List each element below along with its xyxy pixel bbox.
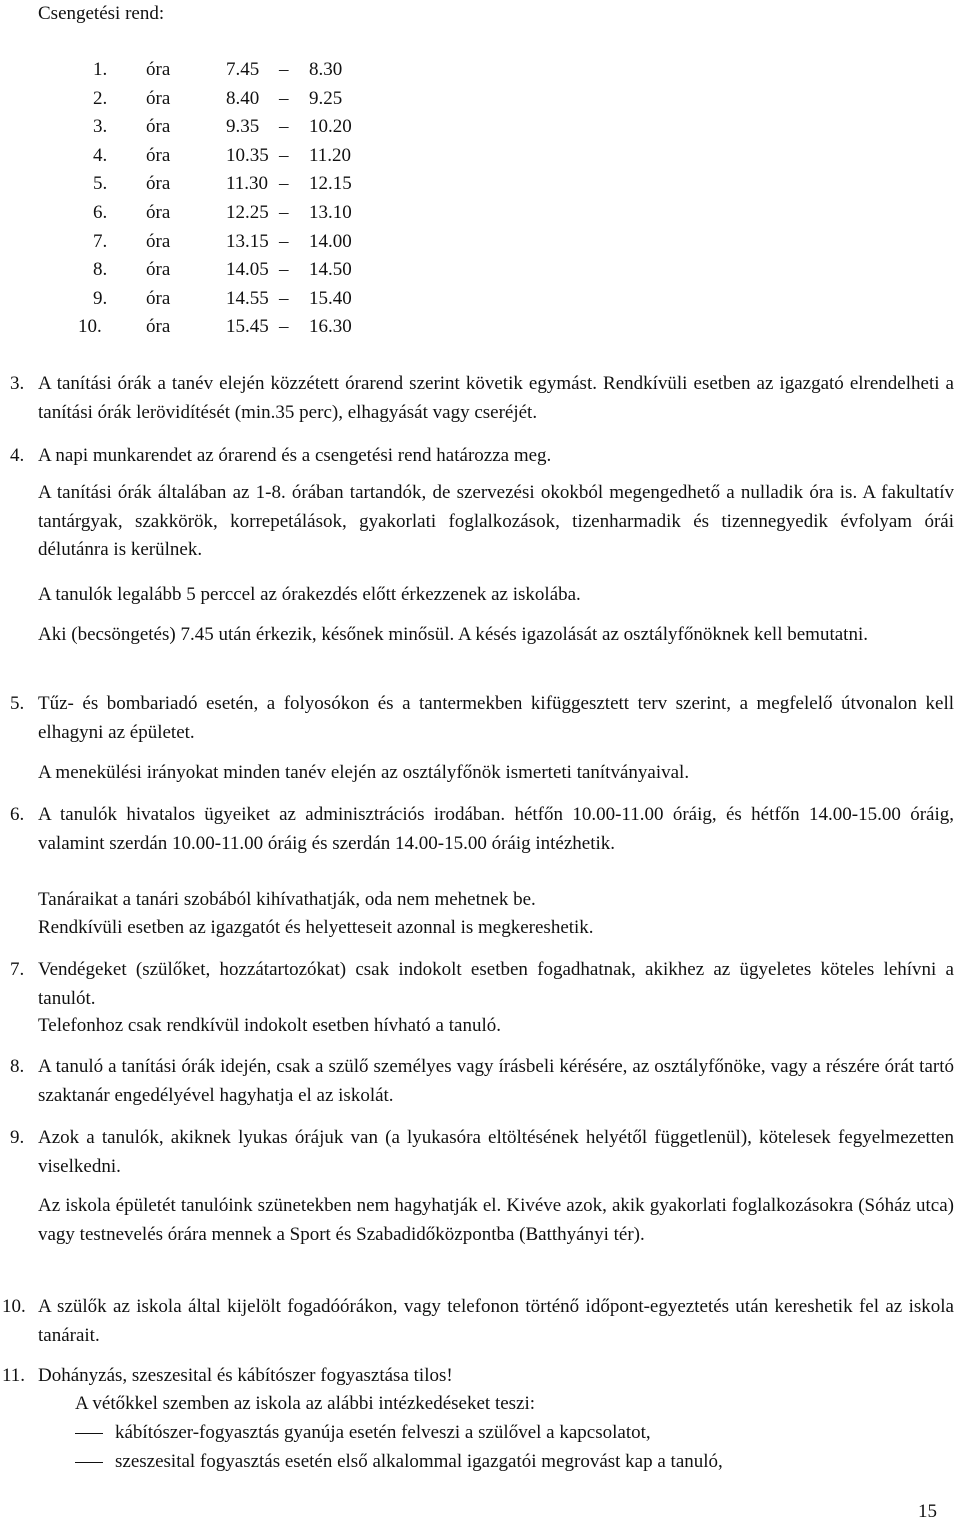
item-paragraph: Tűz- és bombariadó esetén, a folyosókon és a tantermekben kifüggesztett terv szerint, a megfelelő útvonalon kell elhagyni az épületet.	[38, 693, 954, 743]
period-label: óra	[146, 201, 171, 223]
period-label: óra	[146, 87, 171, 109]
item-paragraph: Telefonhoz csak rendkívül indokolt esetben hívható a tanuló.	[38, 1015, 501, 1036]
item-paragraph: A tanulók legalább 5 perccel az órakezdés előtt érkezzenek az iskolába.	[38, 584, 581, 605]
item-paragraph: A tanítási órák általában az 1-8. órában tartandók, de szervezési okokból megengedhető a nulladik óra is. A fakultatív tantárgyak, szakkörök, korrepetálások, gyakorlati foglalkozások, tizenharmadik és tizennegyedik évfolyam órái délutánra is kerülnek.	[38, 482, 954, 561]
period-end: 13.10	[309, 201, 352, 223]
period-number: 7.	[93, 230, 108, 252]
item-paragraph: A vétőkkel szemben az iskola az alábbi intézkedéseket teszi:	[75, 1393, 536, 1414]
dash-bullet-icon	[75, 1462, 103, 1463]
period-label: óra	[146, 116, 171, 138]
item-paragraph: Aki (becsöngetés) 7.45 után érkezik, későnek minősül. A késés igazolását az osztályfőnöknek kell bemutatni.	[38, 624, 868, 645]
period-dash: –	[279, 87, 289, 109]
period-dash: –	[279, 259, 289, 281]
period-end: 9.25	[309, 87, 343, 109]
item-paragraph: Tanáraikat a tanári szobából kihívathatják, oda nem mehetnek be.	[38, 889, 536, 910]
item-paragraph: Azok a tanulók, akiknek lyukas órájuk van (a lyukasóra eltöltésének helyétől függetlenül), kötelesek fegyelmezetten viselkedni.	[38, 1127, 954, 1177]
dash-bullet-icon	[75, 1433, 103, 1434]
item-paragraph: A szülők az iskola által kijelölt fogadóórákon, vagy telefonon történő időpont-egyeztetés után kereshetik fel az iskola tanárait.	[38, 1296, 954, 1346]
period-end: 8.30	[309, 59, 343, 80]
item-paragraph: Rendkívüli esetben az igazgatót és helyetteseit azonnal is megkereshetik.	[38, 917, 594, 938]
period-end: 14.50	[309, 259, 352, 281]
item-paragraph: A napi munkarendet az órarend és a csengetési rend határozza meg.	[38, 445, 552, 466]
period-label: óra	[146, 59, 171, 80]
period-dash: –	[279, 316, 289, 338]
item-number: 4.	[10, 445, 25, 466]
item-number: 6.	[10, 804, 25, 825]
period-start: 13.15	[226, 230, 269, 252]
item-number: 11.	[2, 1365, 26, 1386]
period-start: 15.45	[226, 316, 269, 338]
period-end: 16.30	[309, 316, 352, 338]
period-start: 10.35	[226, 144, 269, 166]
period-number: 2.	[93, 87, 108, 109]
period-start: 8.40	[226, 87, 260, 109]
period-dash: –	[279, 59, 289, 80]
period-number: 9.	[93, 287, 108, 309]
period-dash: –	[279, 287, 289, 309]
item-number: 7.	[10, 959, 25, 980]
period-number: 8.	[93, 259, 108, 281]
item-paragraph: A tanítási órák a tanév elején közzétett órarend szerint követik egymást. Rendkívüli esetben az igazgató elrendelheti a tanítási órák lerövidítését (min.35 perc), elhagyását vagy cseréjét.	[38, 373, 954, 423]
period-label: óra	[146, 316, 171, 338]
period-start: 9.35	[226, 116, 260, 138]
period-label: óra	[146, 287, 171, 309]
page-number: 15	[918, 1501, 937, 1522]
period-end: 15.40	[309, 287, 352, 309]
period-start: 11.30	[226, 173, 269, 195]
period-label: óra	[146, 259, 171, 281]
period-dash: –	[279, 116, 289, 138]
period-dash: –	[279, 230, 289, 252]
period-end: 11.20	[309, 144, 352, 166]
period-label: óra	[146, 230, 171, 252]
item-paragraph: Dohányzás, szeszesital és kábítószer fogyasztása tilos!	[38, 1365, 453, 1386]
period-number: 3.	[93, 116, 108, 138]
bullet-item	[75, 1450, 955, 1474]
period-number: 1.	[93, 59, 108, 80]
period-dash: –	[279, 144, 289, 166]
period-number: 4.	[93, 144, 108, 166]
item-number: 3.	[10, 373, 25, 394]
period-number: 10.	[78, 316, 102, 338]
period-start: 7.45	[226, 59, 260, 80]
period-start: 14.55	[226, 287, 269, 309]
item-paragraph: A tanuló a tanítási órák idején, csak a szülő személyes vagy írásbeli kérésére, az osztályfőnöke, vagy a részére órát tartó szaktanár engedélyével hagyhatja el az iskolát.	[38, 1056, 954, 1106]
item-number: 5.	[10, 693, 25, 714]
item-number: 8.	[10, 1056, 25, 1077]
period-start: 12.25	[226, 201, 269, 223]
item-paragraph: Vendégeket (szülőket, hozzátartozókat) csak indokolt esetben fogadhatnak, akikhez az ügyeletes köteles lehívni a tanulót.	[38, 959, 954, 1009]
bullet-text: szeszesital fogyasztás esetén első alkalommal igazgatói megrovást kap a tanuló,	[115, 1451, 723, 1472]
period-label: óra	[146, 144, 171, 166]
period-dash: –	[279, 173, 289, 195]
item-paragraph: A tanulók hivatalos ügyeiket az adminisztrációs irodában. hétfőn 10.00-11.00 óráig, és hétfőn 14.00-15.00 óráig, valamint szerdán 10.00-11.00 óráig és szerdán 14.00-15.00 óráig intézhetik.	[38, 804, 954, 854]
period-dash: –	[279, 201, 289, 223]
item-paragraph: Az iskola épületét tanulóink szünetekben nem hagyhatják el. Kivéve azok, akik gyakorlati foglalkozásokra (Sóház utca) vagy testnevelés órára mennek a Sport és Szabadidőközpontba (Batthyányi tér).	[38, 1195, 954, 1245]
period-number: 6.	[93, 201, 108, 223]
period-end: 12.15	[309, 173, 352, 195]
period-number: 5.	[93, 173, 108, 195]
bullet-item	[75, 1421, 955, 1445]
bullet-text: kábítószer-fogyasztás gyanúja esetén felveszi a szülővel a kapcsolatot,	[115, 1422, 651, 1443]
period-label: óra	[146, 173, 171, 195]
period-end: 14.00	[309, 230, 352, 252]
item-number: 10.	[2, 1296, 26, 1317]
item-number: 9.	[10, 1127, 25, 1148]
item-paragraph: A menekülési irányokat minden tanév elején az osztályfőnök ismerteti tanítványaival.	[38, 762, 690, 783]
schedule-heading: Csengetési rend:	[38, 3, 165, 24]
period-end: 10.20	[309, 116, 352, 138]
period-start: 14.05	[226, 259, 269, 281]
